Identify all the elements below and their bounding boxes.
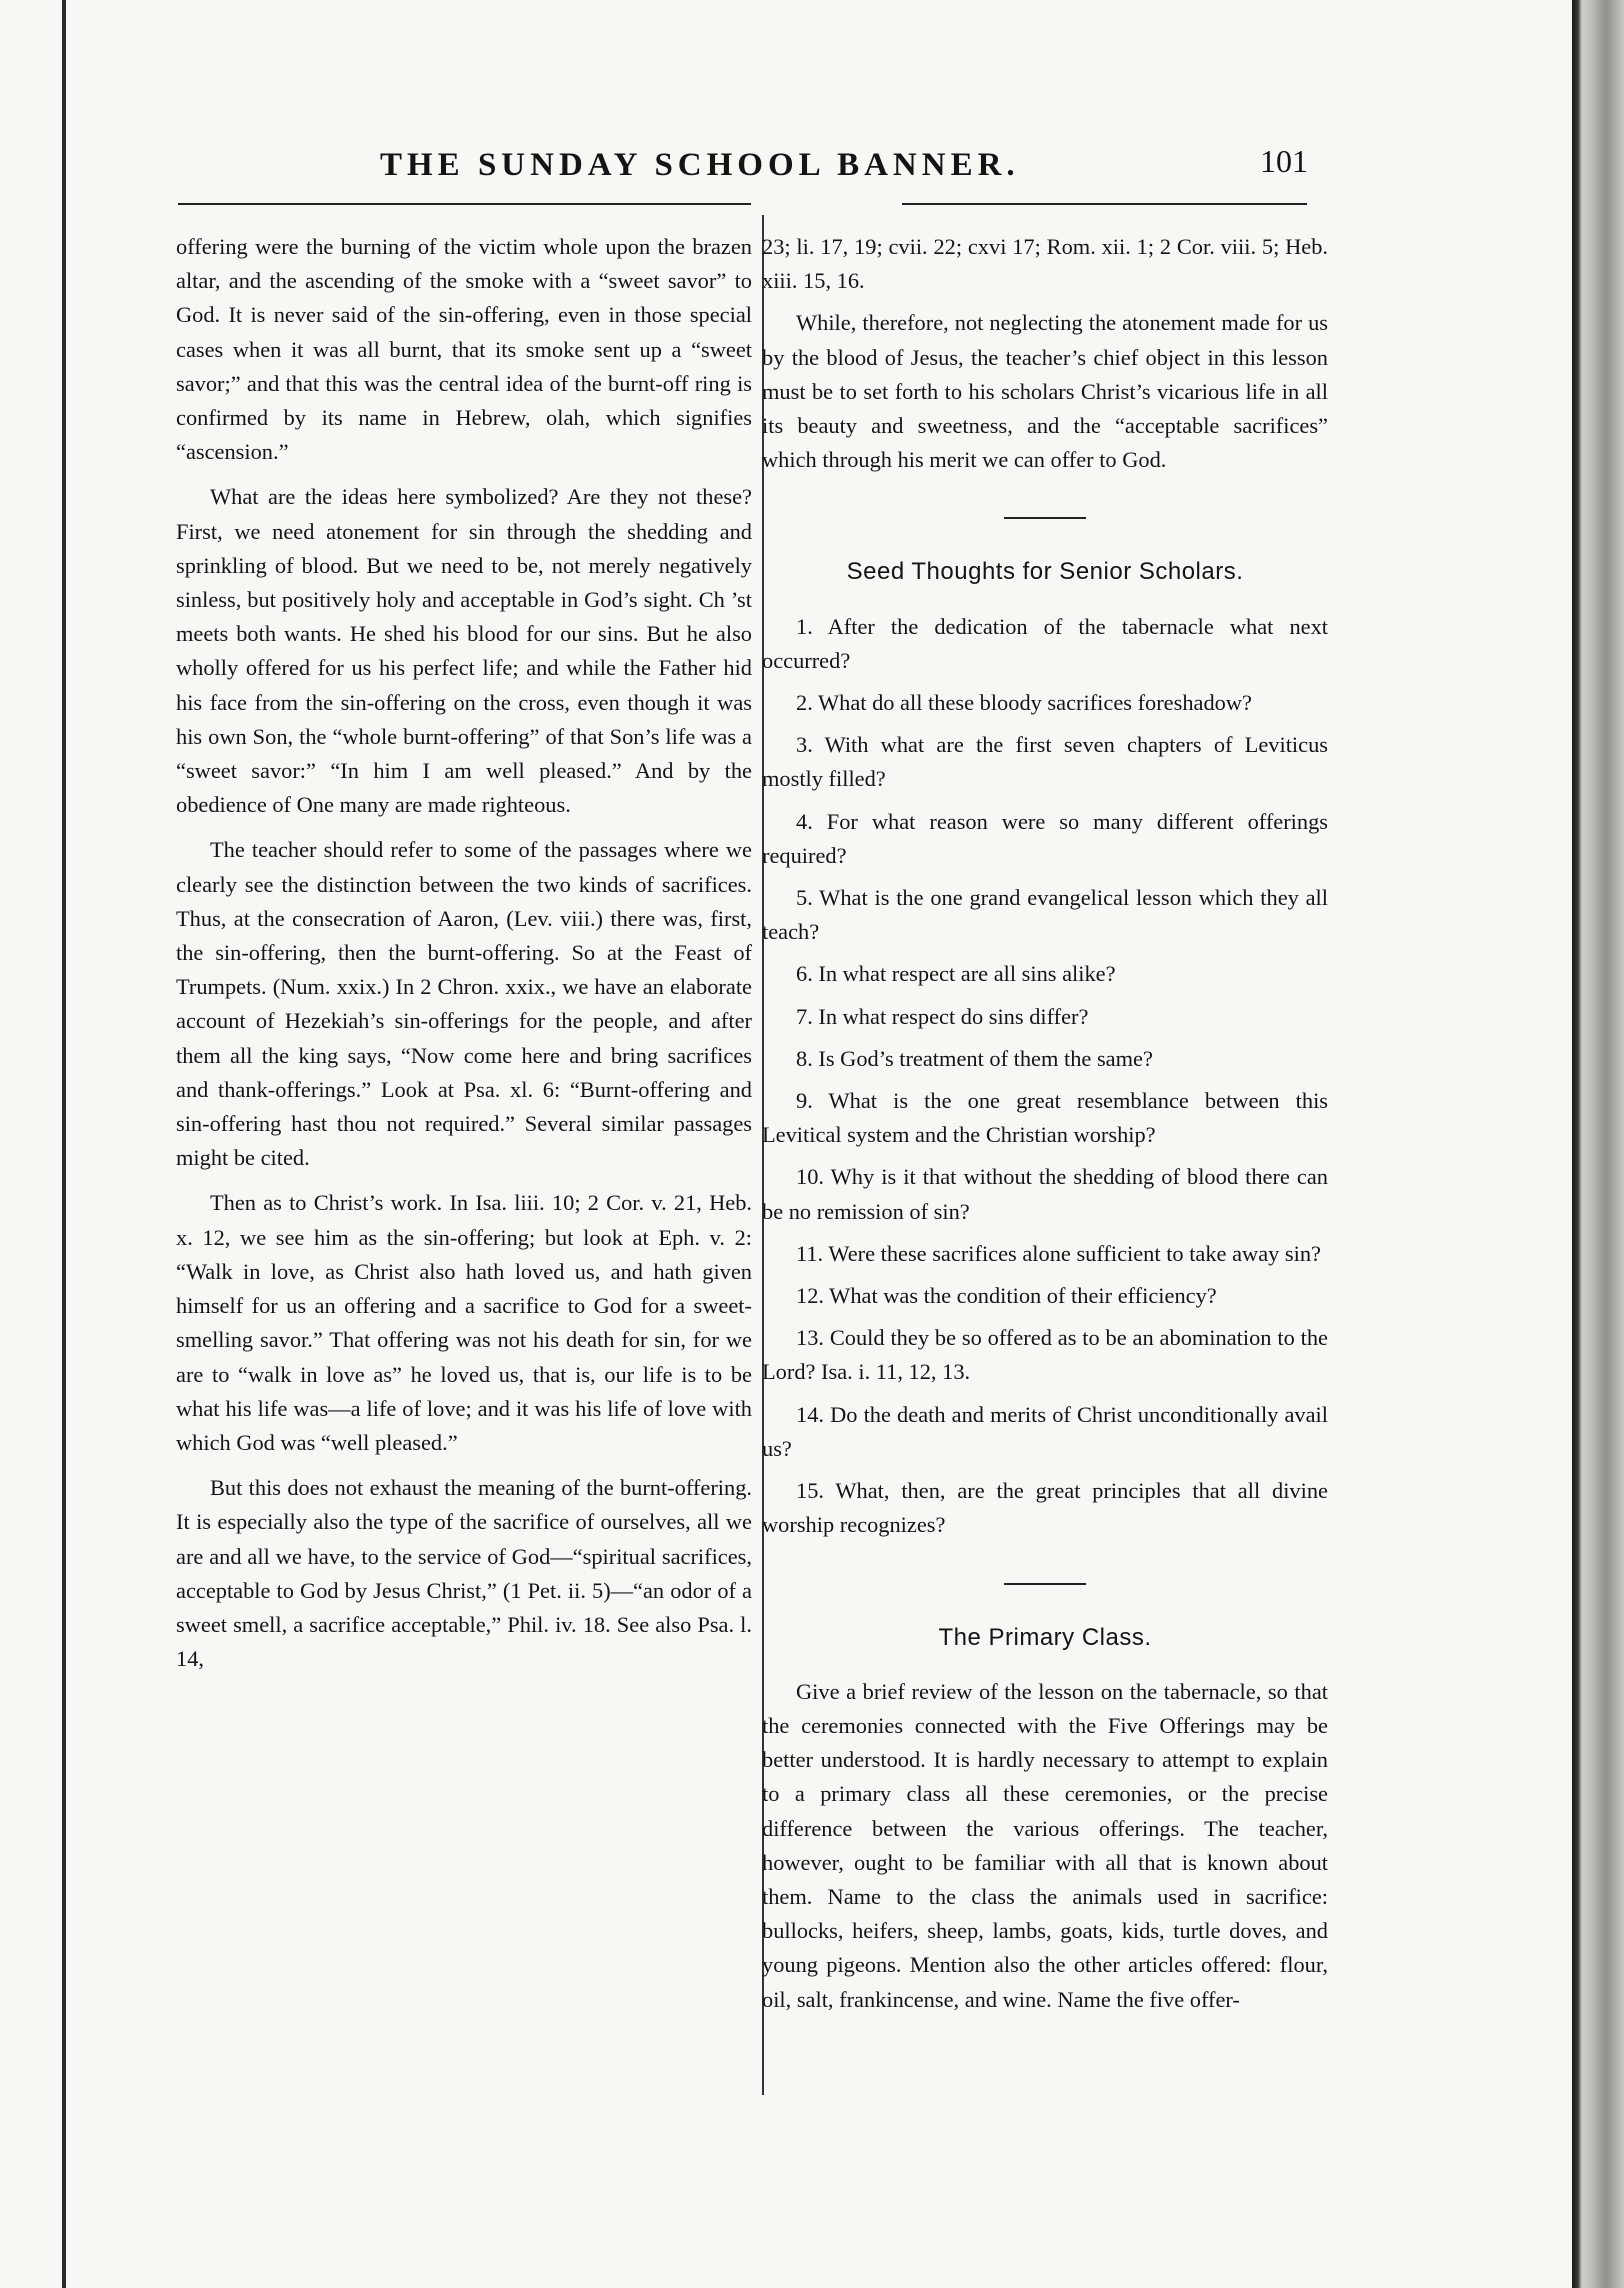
question-item: 7. In what respect do sins differ?	[796, 1003, 1089, 1029]
page-number: 101	[1260, 143, 1308, 179]
question-item: 4. For what reason were so many different offerings required?	[762, 808, 1328, 868]
question-item: 14. Do the death and merits of Christ unconditionally avail us?	[762, 1401, 1328, 1461]
question-item: 11. Were these sacrifices alone sufficient to take away sin?	[796, 1240, 1321, 1266]
question-item: 2. What do all these bloody sacrifices foreshadow?	[796, 690, 1252, 716]
right-paragraph: While, therefore, not neglecting the atonement made for us by the blood of Jesus, the teacher’s chief object in this lesson must be to set forth to his scholars Christ’s vicarious life in all its beauty and sweetness, and the “acceptable sacrifices” which through his merit we can offer to God.	[762, 310, 1328, 473]
question-list	[762, 610, 1328, 1543]
primary-class-paragraph: Give a brief review of the lesson on the tabernacle, so that the ceremonies connected with the Five Offerings may be better understood. It is hardly necessary to attempt to explain to a primary class all these ceremonies, or the precise difference between the various offerings. The teacher, however, ought to be familiar with all that is known about them. Name to the class the animals used in sacrifice: bullocks, heifers, sheep, lambs, goats, kids, turtle doves, and young pigeons. Mention also the other articles offered: flour, oil, salt, frankincense, and wine. Name the five offer-	[762, 1678, 1328, 2012]
page-edge-shadow	[62, 0, 66, 2288]
continuation-references: 23; li. 17, 19; cvii. 22; cxvi 17; Rom. xii. 1; 2 Cor. viii. 5; Heb. xiii. 15, 16.	[762, 234, 1328, 294]
left-paragraph: offering were the burning of the victim whole upon the brazen altar, and the ascending of the smoke with a “sweet savor” to God. It is never said of the sin-offering, even in those special cases when it was all burnt, that its smoke sent up a “sweet savor;” and that this was the central idea of the burnt-off ring is confirmed by its name in Hebrew, olah, which signifies “ascension.”	[176, 234, 752, 465]
header-rule-left	[178, 203, 751, 205]
section-separator	[1004, 517, 1086, 519]
book-gutter	[1572, 0, 1624, 2288]
page-header	[380, 143, 1308, 193]
question-item: 13. Could they be so offered as to be an abomination to the Lord? Isa. i. 11, 12, 13.	[762, 1325, 1328, 1385]
question-item: 8. Is God’s treatment of them the same?	[796, 1045, 1153, 1071]
question-item: 6. In what respect are all sins alike?	[796, 961, 1116, 987]
left-paragraph: But this does not exhaust the meaning of the burnt-offering. It is especially also the type of the sacrifice of ourselves, all we are and all we have, to the service of God—“spiritual sacrifices, acceptable to God by Jesus Christ,” (1 Pet. ii. 5)—“an odor of a sweet smell, a sacrifice acceptable,” Phil. iv. 18. See also Psa. l. 14,	[176, 1475, 752, 1672]
left-paragraph: Then as to Christ’s work. In Isa. liii. 10; 2 Cor. v. 21, Heb. x. 12, we see him as the sin-offering; but look at Eph. v. 2: “Walk in love, as Christ also hath loved us, and hath given himself for us an offering and a sacrifice to God for a sweet-smelling savor.” That offering was not his death for sin, for we are to “walk in love as” he loved us, that is, our life is to be what his life was—a life of love; and it was his life of love with which God was “well pleased.”	[176, 1190, 752, 1455]
left-paragraph: What are the ideas here symbolized? Are they not these? First, we need atonement for sin through the shedding and sprinkling of blood. But we need to be, not merely negatively sinless, but positively holy and acceptable in God’s sight. Ch ’st meets both wants. He shed his blood for our sins. But he also wholly offered for us his perfect life; and while the Father hid his face from the sin-offering on the cross, even though it was his own Son, the “whole burnt-offering” of that Son’s life was a “sweet savor:” “In him I am well pleased.” And by the obedience of One many are made righteous.	[176, 484, 752, 818]
question-item: 15. What, then, are the great principles that all divine worship recognizes?	[762, 1478, 1328, 1538]
question-item: 9. What is the one great resemblance between this Levitical system and the Christian worship?	[762, 1088, 1328, 1148]
primary-class-heading: The Primary Class.	[938, 1623, 1152, 1651]
left-paragraph: The teacher should refer to some of the passages where we clearly see the distinction between the two kinds of sacrifices. Thus, at the consecration of Aaron, (Lev. viii.) there was, first, the sin-offering, then the burnt-offering. So at the Feast of Trumpets. (Num. xxix.) In 2 Chron. xxix., we have an elaborate account of Hezekiah’s sin-offerings for the people, and after them all the king says, “Now come here and bring sacrifices and thank-offerings.” Look at Psa. xl. 6: “Burnt-offering and sin-offering hast thou not required.” Several similar passages might be cited.	[176, 837, 752, 1171]
header-rule-right	[902, 203, 1307, 205]
section-separator	[1004, 1583, 1086, 1585]
running-title: THE SUNDAY SCHOOL BANNER.	[380, 147, 1020, 183]
question-item: 1. After the dedication of the tabernacle what next occurred?	[762, 613, 1328, 673]
seed-thoughts-heading: Seed Thoughts for Senior Scholars.	[846, 558, 1244, 586]
left-column	[176, 230, 752, 1687]
question-item: 3. With what are the first seven chapters of Leviticus mostly filled?	[762, 732, 1328, 792]
question-item: 12. What was the condition of their efficiency?	[796, 1283, 1217, 1309]
right-column	[762, 230, 1328, 2025]
question-item: 10. Why is it that without the shedding of blood there can be no remission of sin?	[762, 1164, 1328, 1224]
question-item: 5. What is the one grand evangelical lesson which they all teach?	[762, 885, 1328, 945]
